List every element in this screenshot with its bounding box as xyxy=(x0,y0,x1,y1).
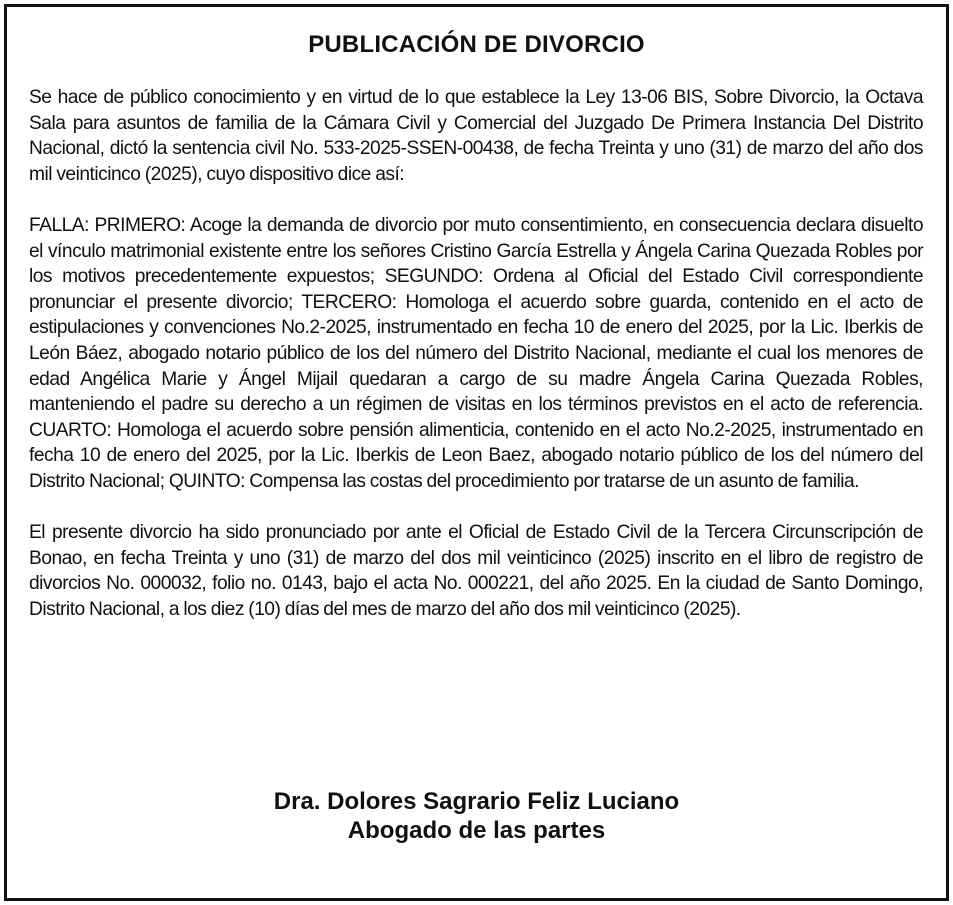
intro-paragraph: Se hace de público conocimiento y en virtud de lo que establece la Ley 13-06 BIS, Sobre Divorcio, la Octava Sala para asuntos de familia de la Cámara Civil y Comercial del Juzgado De Primera Instancia Del Distrito Nacional, dictó la sentencia civil No. 533-2025-SSEN-00438, de fecha Treinta y uno (31) de marzo del año dos mil veinticinco (2025), cuyo dispositivo dice así: xyxy=(29,87,923,185)
signatory-role: Abogado de las partes xyxy=(347,817,606,844)
registration-paragraph: El presente divorcio ha sido pronunciado por ante el Oficial de Estado Civil de la Tercera Circunscripción de Bonao, en fecha Treinta y uno (31) de marzo del dos mil veinticinco (2025) inscrito en el libro de registro de divorcios No. 000032, folio no. 0143, bajo el acta No. 000221, del año 2025. En la ciudad de Santo Domingo, Distrito Nacional, a los diez (10) días del mes de marzo del año dos mil veinticinco (2025). xyxy=(29,522,923,620)
notice-title: PUBLICACIÓN DE DIVORCIO xyxy=(308,31,645,58)
ruling-paragraph: FALLA: PRIMERO: Acoge la demanda de divorcio por muto consentimiento, en consecuencia declara disuelto el vínculo matrimonial existente entre los señores Cristino García Estrella y Ángela Carina Quezada Robles por los motivos precedentemente expuestos; SEGUNDO: Ordena al Oficial del Estado Civil correspondiente pronunciar el presente divorcio; TERCERO: Homologa el acuerdo sobre guarda, contenido en el acto de estipulaciones y convenciones No.2-2025, instrumentado en fecha 10 de enero del 2025, por la Lic. Iberkis de León Báez, abogado notario público de los del número del Distrito Nacional, mediante el cual los menores de edad Angélica Marie y Ángel Mijail quedaran a cargo de su madre Ángela Carina Quezada Robles, manteniendo el padre su derecho a un régimen de visitas en los términos previstos en el acto de referencia. CUARTO: Homologa el acuerdo sobre pensión alimenticia, contenido en el acto No.2-2025, instrumentado en fecha 10 de enero del 2025, por la Lic. Iberkis de Leon Baez, abogado notario público de los del número del Distrito Nacional; QUINTO: Compensa las costas del procedimiento por tratarse de un asunto de familia. xyxy=(29,214,923,492)
signature-block xyxy=(7,787,946,845)
divorce-notice xyxy=(4,4,949,901)
signatory-name: Dra. Dolores Sagrario Feliz Luciano xyxy=(273,788,680,815)
notice-body xyxy=(29,85,923,622)
